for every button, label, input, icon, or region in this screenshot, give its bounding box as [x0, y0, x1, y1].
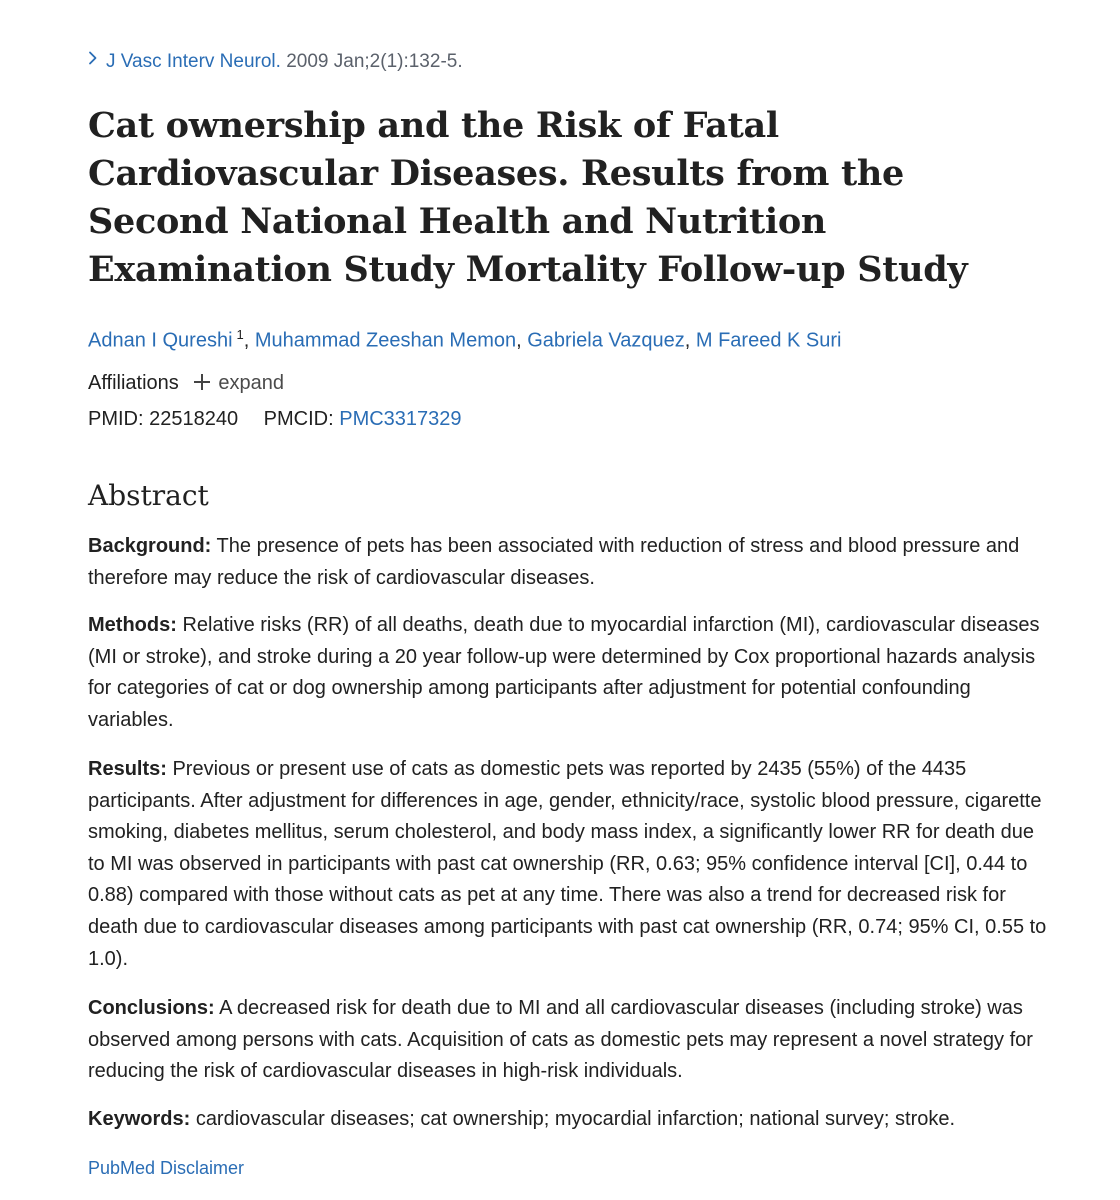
conclusions-label: Conclusions: [88, 997, 215, 1019]
abstract-heading: Abstract [88, 479, 209, 512]
affiliations-label: Affiliations [88, 372, 179, 394]
methods-label: Methods: [88, 614, 177, 636]
pmcid-link[interactable]: PMC3317329 [339, 408, 462, 430]
chevron-right-icon[interactable] [88, 48, 98, 72]
author-separator: , [243, 329, 250, 352]
author-list [88, 322, 841, 354]
affiliation-ref[interactable]: 1 [236, 327, 244, 342]
affiliations-row [88, 370, 284, 396]
abstract-results [88, 754, 1054, 975]
author-separator: , [516, 329, 522, 352]
abstract-background [88, 531, 1054, 594]
conclusions-text: A decreased risk for death due to MI and all cardiovascular diseases (including stroke) was observed among persons with cats. Acquisition of cats as domestic pets may represent a novel strategy for reducing the risk of cardiovascular diseases in high-risk individuals. [88, 997, 1033, 1083]
abstract-keywords [88, 1104, 1054, 1136]
expand-label: expand [218, 372, 284, 394]
keywords-text: cardiovascular diseases; cat ownership; myocardial infarction; national survey; stroke. [195, 1108, 956, 1130]
pubmed-disclaimer-link[interactable]: PubMed Disclaimer [88, 1158, 245, 1178]
journal-citation [88, 50, 463, 74]
author-link[interactable]: Adnan I Qureshi [88, 329, 233, 352]
identifiers-row [88, 406, 462, 432]
plus-icon [194, 374, 210, 390]
author-link[interactable]: M Fareed K Suri [695, 329, 842, 352]
citation-details: 2009 Jan;2(1):132-5. [286, 51, 463, 72]
results-text: Previous or present use of cats as domestic pets was reported by 2435 (55%) of the 4435 participants. After adjustment for differences in age, gender, ethnicity/race, systolic blood pressure, cigarette smoking, diabetes mellitus, serum cholesterol, and body mass index, a significantly lower RR for death due to MI was observed in participants with past cat ownership (RR, 0.63; 95% confidence interval [CI], 0.44 to 0.88) compared with those without cats as pet at any time. There was also a trend for decreased risk for death due to cardiovascular diseases among participants with past cat ownership (RR, 0.74; 95% CI, 0.55 to 1.0). [88, 758, 1047, 970]
pmcid-label: PMCID: [263, 408, 334, 430]
author-link[interactable]: Gabriela Vazquez [527, 329, 685, 352]
results-label: Results: [88, 758, 167, 780]
pmid-value: 22518240 [149, 408, 239, 430]
journal-link[interactable]: J Vasc Interv Neurol. [106, 51, 281, 72]
author-link[interactable]: Muhammad Zeeshan Memon [254, 329, 517, 352]
author-separator: , [684, 329, 691, 352]
background-text: The presence of pets has been associated with reduction of stress and blood pressure and therefore may reduce the risk of cardiovascular diseases. [88, 535, 1020, 589]
methods-text: Relative risks (RR) of all deaths, death due to myocardial infarction (MI), cardiovascular diseases (MI or stroke), and stroke during a 20 year follow-up were determined by Cox proportional hazards analysis for categories of cat or dog ownership among participants after adjustment for potential confounding variables. [88, 614, 1040, 731]
article-title: Cat ownership and the Risk of Fatal Cardiovascular Diseases. Results from the Second National Health and Nutrition Examination Study Mortality Follow-up Study [88, 105, 968, 290]
abstract-methods [88, 610, 1054, 736]
background-label: Background: [88, 535, 212, 557]
abstract-conclusions [88, 993, 1054, 1088]
keywords-label: Keywords: [88, 1108, 191, 1130]
pmid-label: PMID: [88, 408, 144, 430]
affiliations-expand-button[interactable] [194, 372, 284, 394]
